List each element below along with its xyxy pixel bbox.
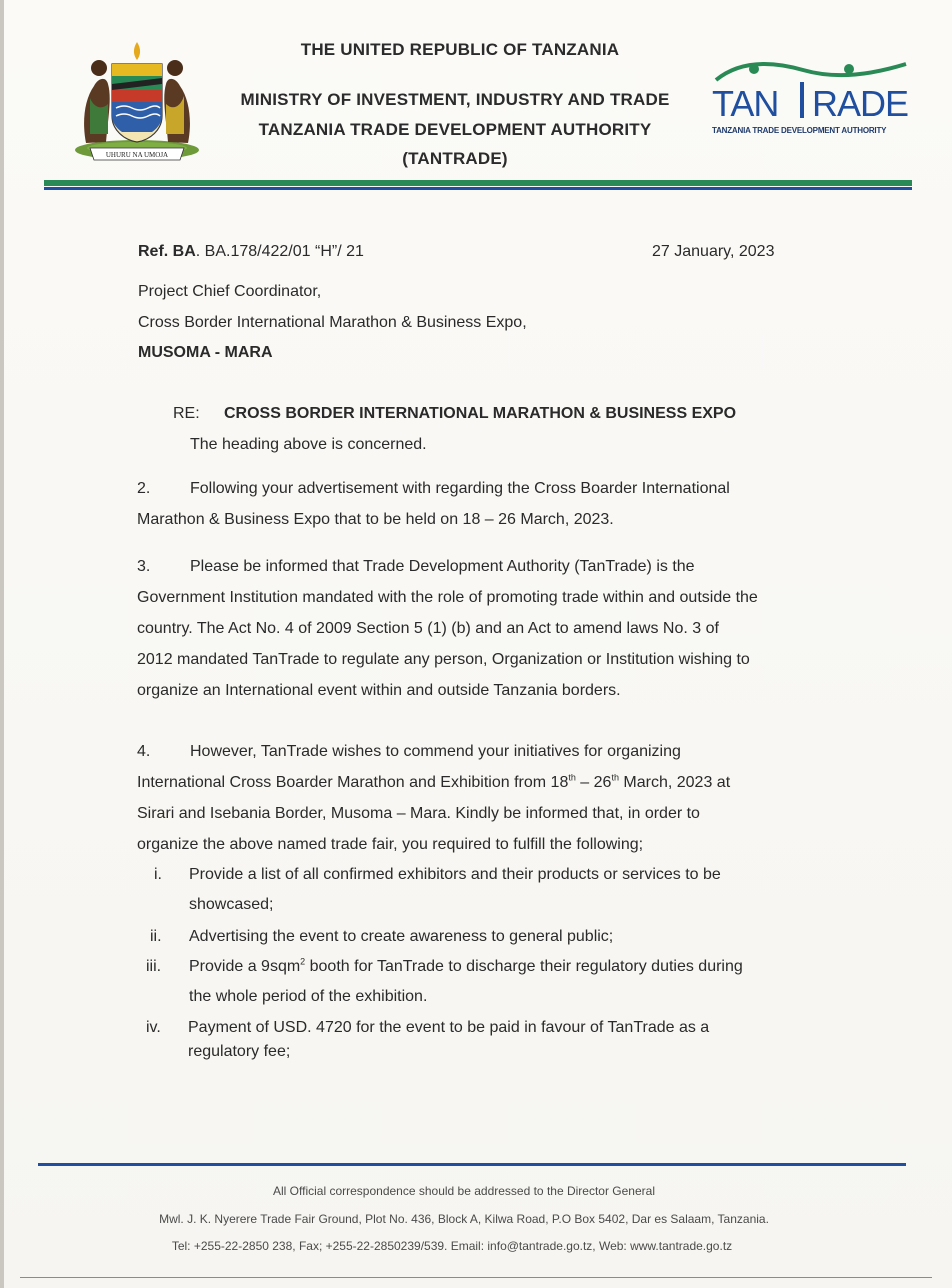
- paragraph-4-line2-part1: International Cross Boarder Marathon and Exhibition from 18: [137, 774, 569, 791]
- paragraph-4-line2: [137, 774, 730, 792]
- paragraph-3-line1: Please be informed that Trade Development Authority (TanTrade) is the: [190, 558, 695, 575]
- paragraph-4-line3: Sirari and Isebania Border, Musoma – Mara. Kindly be informed that, in order to: [137, 805, 700, 822]
- letter-date: 27 January, 2023: [652, 243, 775, 260]
- logo-text-right: RADE: [812, 83, 909, 124]
- header-rule-blue: [44, 187, 912, 190]
- paragraph-2-line2: Marathon & Business Expo that to be held on 18 – 26 March, 2023.: [137, 511, 614, 528]
- requirement-3-line1: [189, 958, 743, 976]
- logo-subtitle: TANZANIA TRADE DEVELOPMENT AUTHORITY: [712, 126, 887, 135]
- addressee-title: Project Chief Coordinator,: [138, 283, 322, 300]
- paragraph-2-line1: Following your advertisement with regarding the Cross Boarder International: [190, 480, 730, 497]
- paragraph-3-line4: 2012 mandated TanTrade to regulate any person, Organization or Institution wishing to: [137, 651, 750, 668]
- addressee-org: Cross Border International Marathon & Business Expo,: [138, 314, 527, 331]
- header-republic: THE UNITED REPUBLIC OF TANZANIA: [300, 40, 620, 59]
- reference-number: . BA.178/422/01 “H”/ 21: [195, 243, 364, 260]
- reference-line: [138, 243, 364, 261]
- header-rule-green: [44, 180, 912, 186]
- emblem-motto: UHURU NA UMOJA: [105, 151, 169, 159]
- paragraph-3-line3: country. The Act No. 4 of 2009 Section 5 (1) (b) and an Act to amend laws No. 3 of: [137, 620, 719, 637]
- requirement-1-line1: Provide a list of all confirmed exhibitors and their products or services to be: [189, 866, 721, 883]
- requirement-3-number: iii.: [146, 958, 162, 975]
- subject-intro: The heading above is concerned.: [190, 436, 427, 453]
- header-ministry: MINISTRY OF INVESTMENT, INDUSTRY AND TRADE: [240, 90, 670, 109]
- requirement-1-line2: showcased;: [189, 896, 274, 913]
- requirement-1-number: i.: [154, 866, 162, 883]
- requirement-3-line2: the whole period of the exhibition.: [189, 988, 428, 1005]
- squared-superscript: 2: [300, 956, 306, 967]
- requirement-4-line2: regulatory fee;: [188, 1043, 291, 1060]
- header-authority: TANZANIA TRADE DEVELOPMENT AUTHORITY: [258, 120, 652, 139]
- paragraph-2-number: 2.: [137, 480, 151, 497]
- requirement-2-line1: Advertising the event to create awareness to general public;: [189, 928, 614, 945]
- logo-text-left: TAN: [712, 83, 779, 124]
- page-edge-shadow: [0, 0, 4, 1288]
- requirement-3-part1: Provide a 9sqm: [189, 958, 301, 975]
- paragraph-4-number: 4.: [137, 743, 151, 760]
- footer-rule: [38, 1163, 906, 1166]
- paragraph-4-line1: However, TanTrade wishes to commend your initiatives for organizing: [190, 743, 681, 760]
- page-bottom-edge: [20, 1277, 932, 1278]
- paragraph-4-line4: organize the above named trade fair, you required to fulfill the following;: [137, 836, 644, 853]
- paragraph-3-number: 3.: [137, 558, 151, 575]
- ordinal-suffix-2: th: [611, 772, 619, 783]
- paragraph-4-line2-part2: – 26: [575, 774, 612, 791]
- requirement-2-number: ii.: [150, 928, 162, 945]
- paragraph-4-line2-part3: March, 2023 at: [618, 774, 731, 791]
- paragraph-3-line2: Government Institution mandated with the role of promoting trade within and outside the: [137, 589, 758, 606]
- requirement-4-line1: Payment of USD. 4720 for the event to be paid in favour of TanTrade as a: [188, 1019, 710, 1036]
- subject-title: CROSS BORDER INTERNATIONAL MARATHON & BUSINESS EXPO: [224, 405, 737, 422]
- subject-re-label: RE:: [173, 405, 200, 422]
- footer-address: Mwl. J. K. Nyerere Trade Fair Ground, Plot No. 436, Block A, Kilwa Road, P.O Box 5402, Dar es Salaam, Tanzania.: [159, 1212, 769, 1226]
- paragraph-3-line5: organize an International event within and outside Tanzania borders.: [137, 682, 621, 699]
- ordinal-suffix-1: th: [568, 772, 576, 783]
- footer-contacts: Tel: +255-22-2850 238, Fax; +255-22-2850239/539. Email: info@tantrade.go.tz, Web: www.tantrade.go.tz: [171, 1239, 733, 1253]
- header-abbrev: (TANTRADE): [402, 149, 508, 168]
- footer-correspondence: All Official correspondence should be addressed to the Director General: [273, 1184, 655, 1198]
- requirement-3-part2: booth for TanTrade to discharge their regulatory duties during: [305, 958, 743, 975]
- requirement-4-number: iv.: [146, 1019, 161, 1036]
- reference-label: Ref. BA: [138, 243, 196, 260]
- addressee-location: MUSOMA - MARA: [138, 344, 273, 361]
